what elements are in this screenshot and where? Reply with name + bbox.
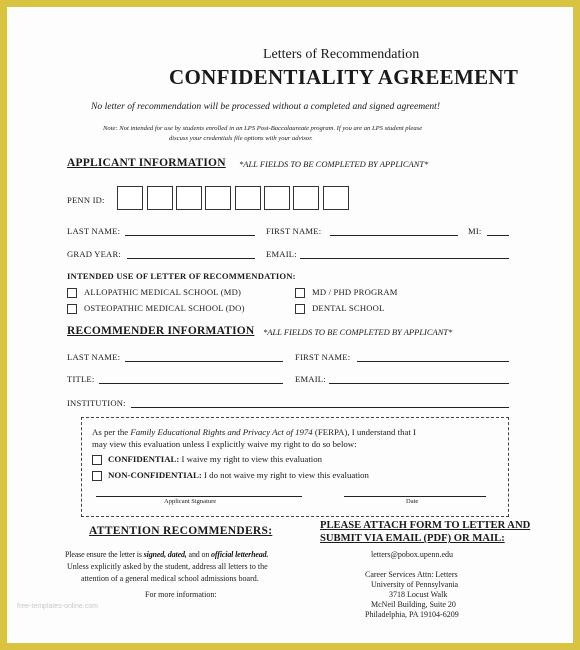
penn-id-digit-box[interactable]: [205, 186, 231, 210]
osteopathic-checkbox[interactable]: [67, 304, 77, 314]
penn-id-digit-box[interactable]: [293, 186, 319, 210]
recommender-first-name-label: FIRST NAME:: [295, 352, 351, 362]
recommender-last-name-field[interactable]: [125, 361, 283, 362]
attention-heading: ATTENTION RECOMMENDERS:: [89, 525, 273, 537]
address-line-2: University of Pennsylvania: [371, 580, 459, 589]
penn-id-digit-box[interactable]: [176, 186, 202, 210]
recommender-title-field[interactable]: [99, 383, 283, 384]
penn-id-label: PENN ID:: [67, 195, 105, 205]
confidential-checkbox[interactable]: [92, 455, 102, 465]
applicant-first-name-field[interactable]: [330, 235, 458, 236]
warning-text: No letter of recommendation will be processed without a completed and signed agreement!: [91, 101, 441, 112]
signature-caption: Applicant Signature: [164, 498, 217, 505]
note-line-1: Note: Not intended for use by students enrolled in an LPS Post-Baccalaureate program. If you are an LPS student please: [103, 125, 423, 132]
applicant-mi-field[interactable]: [487, 235, 509, 236]
recommender-first-name-field[interactable]: [357, 361, 509, 362]
applicant-first-name-label: FIRST NAME:: [266, 226, 322, 236]
date-field[interactable]: [344, 496, 486, 497]
penn-id-digit-box[interactable]: [323, 186, 349, 210]
applicant-heading-note: *ALL FIELDS TO BE COMPLETED BY APPLICANT*: [239, 159, 429, 169]
institution-field[interactable]: [131, 407, 509, 408]
form-title: CONFIDENTIALITY AGREEMENT: [169, 65, 519, 89]
address-line-4: McNeil Building, Suite 20: [371, 600, 456, 609]
intended-use-heading: INTENDED USE OF LETTER OF RECOMMENDATION:: [67, 271, 296, 281]
confidential-option: CONFIDENTIAL: I waive my right to view this evaluation: [108, 454, 323, 464]
submit-heading-1: PLEASE ATTACH FORM TO LETTER AND: [320, 520, 531, 531]
allopathic-label: ALLOPATHIC MEDICAL SCHOOL (MD): [84, 287, 242, 297]
recommender-last-name-label: LAST NAME:: [67, 352, 121, 362]
applicant-last-name-field[interactable]: [125, 235, 255, 236]
applicant-heading: APPLICANT INFORMATION: [67, 157, 226, 169]
applicant-email-field[interactable]: [300, 258, 509, 259]
dental-label: DENTAL SCHOOL: [312, 303, 385, 313]
osteopathic-label: OSTEOPATHIC MEDICAL SCHOOL (DO): [84, 303, 245, 313]
recommender-email-label: EMAIL:: [295, 374, 326, 384]
md-phd-checkbox[interactable]: [295, 288, 305, 298]
dental-checkbox[interactable]: [295, 304, 305, 314]
institution-label: INSTITUTION:: [67, 398, 126, 408]
applicant-mi-label: MI:: [468, 226, 482, 236]
ferpa-text-line-1: As per the Family Educational Rights and Privacy Act of 1974 (FERPA), I understand that I: [92, 427, 416, 437]
watermark: free-templates-online.com: [17, 603, 98, 610]
address-line-3: 3718 Locust Walk: [389, 590, 448, 599]
recommender-email-field[interactable]: [329, 383, 509, 384]
grad-year-label: GRAD YEAR:: [67, 249, 121, 259]
applicant-email-label: EMAIL:: [266, 249, 297, 259]
applicant-last-name-label: LAST NAME:: [67, 226, 121, 236]
penn-id-digit-box[interactable]: [264, 186, 290, 210]
address-line-1: Career Services Attn: Letters: [365, 570, 458, 579]
submit-email: letters@pobox.upenn.edu: [371, 550, 454, 559]
grad-year-field[interactable]: [127, 258, 255, 259]
non-confidential-checkbox[interactable]: [92, 471, 102, 481]
ferpa-text-line-2: may view this evaluation unless I explicitly waive my right to do so below:: [92, 439, 357, 449]
non-confidential-option: NON-CONFIDENTIAL: I do not waive my right to view this evaluation: [108, 470, 369, 480]
allopathic-checkbox[interactable]: [67, 288, 77, 298]
attention-line-2: Unless explicitly asked by the student, address all letters to the: [67, 562, 268, 571]
date-caption: Date: [406, 498, 419, 505]
recommender-heading-note: *ALL FIELDS TO BE COMPLETED BY APPLICANT*: [263, 327, 453, 337]
ferpa-waiver-box: [81, 417, 509, 517]
form-page: [7, 7, 573, 643]
attention-line-1: Please ensure the letter is signed, dated, and on official letterhead.: [65, 550, 269, 559]
form-subtitle: Letters of Recommendation: [263, 47, 420, 62]
recommender-heading: RECOMMENDER INFORMATION: [67, 325, 255, 337]
md-phd-label: MD / PHD PROGRAM: [312, 287, 398, 297]
recommender-title-label: TITLE:: [67, 374, 95, 384]
submit-heading-2: SUBMIT VIA EMAIL (PDF) OR MAIL:: [320, 533, 505, 544]
note-line-2: discuss your credentials file options with your advisor.: [169, 135, 313, 142]
penn-id-digit-box[interactable]: [117, 186, 143, 210]
penn-id-digit-box[interactable]: [147, 186, 173, 210]
signature-field[interactable]: [96, 496, 302, 497]
penn-id-digit-box[interactable]: [235, 186, 261, 210]
address-line-5: Philadelphia, PA 19104-6209: [365, 610, 459, 619]
more-info-text: For more information:: [145, 590, 217, 599]
attention-line-3: attention of a general medical school admissions board.: [81, 574, 259, 583]
